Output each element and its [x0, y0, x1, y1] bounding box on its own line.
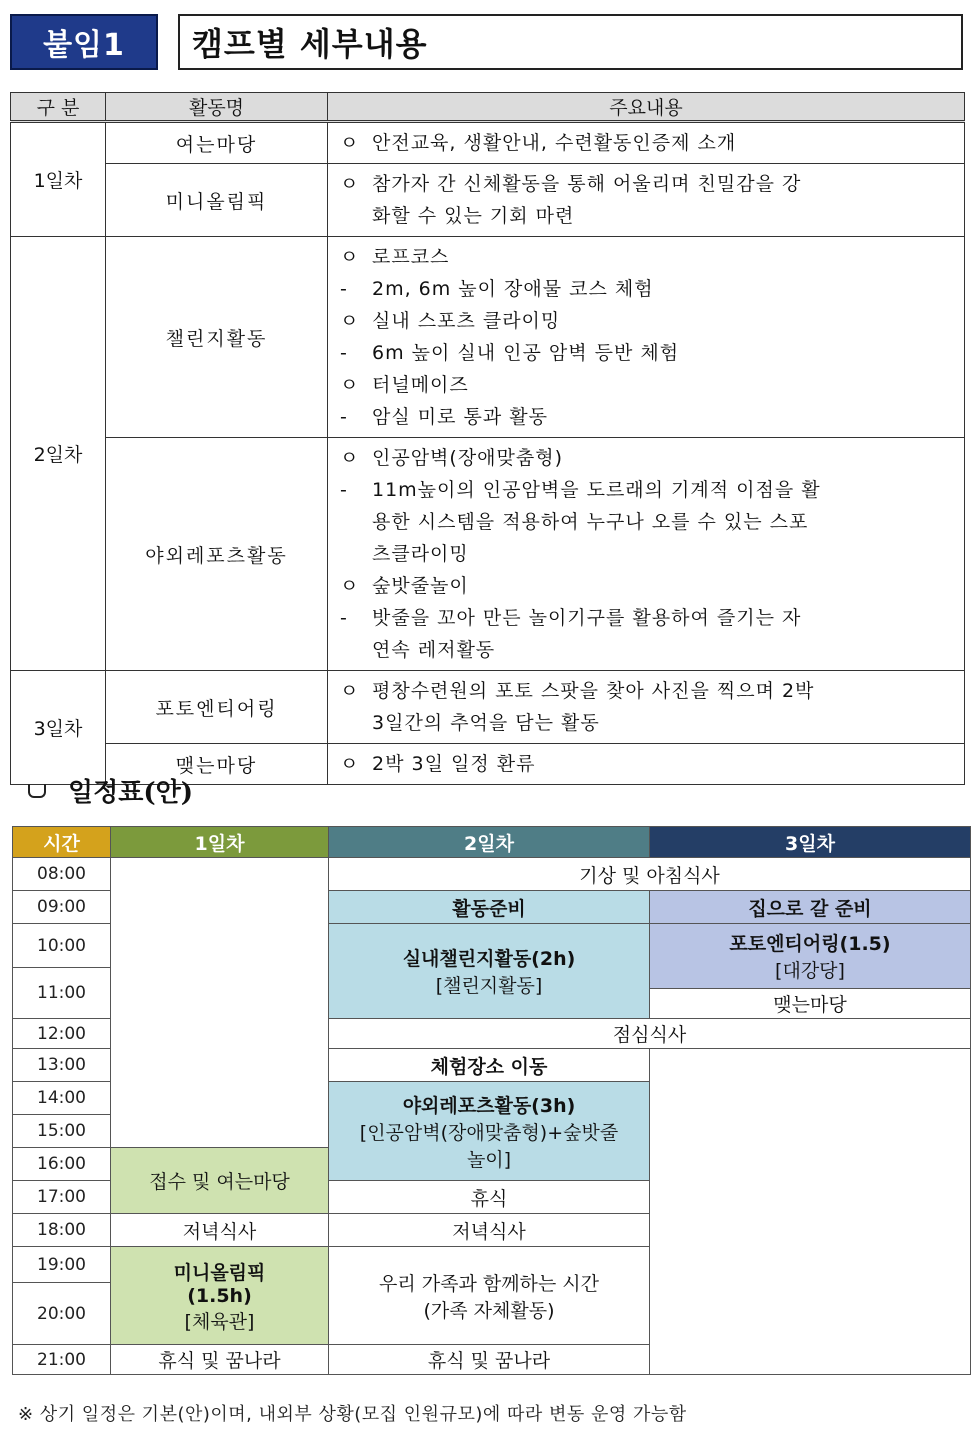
- time-cell: 21:00: [13, 1345, 111, 1375]
- detail-row: [11, 122, 965, 164]
- content-line: [336, 634, 956, 666]
- olympic-title: 미니올림픽: [173, 1261, 266, 1284]
- content-cell: [328, 744, 965, 785]
- family-line2: (가족 자체활동): [423, 1299, 555, 1322]
- content-line: [336, 241, 956, 273]
- time-cell: 19:00: [13, 1247, 111, 1283]
- schedule-title: [28, 772, 193, 809]
- content-text: 3일간의 추억을 담는 활동: [372, 712, 600, 734]
- content-text: 11m높이의 인공암벽을 도르래의 기계적 이점을 활: [372, 479, 821, 501]
- content-line: [336, 200, 956, 232]
- detail-row: [11, 438, 965, 671]
- detail-row: [11, 671, 965, 744]
- bullet-marker: ㅇ: [340, 310, 359, 332]
- content-line: [336, 538, 956, 570]
- activity-cell: 포토엔티어링: [106, 671, 328, 744]
- wakeup-cell: 기상 및 아침식사: [329, 858, 971, 891]
- day-cell: 3일차: [11, 671, 106, 785]
- bullet-marker: -: [340, 278, 347, 300]
- time-cell: 20:00: [13, 1283, 111, 1345]
- content-cell: [328, 438, 965, 671]
- content-text: 인공암벽(장애맞춤형): [372, 447, 564, 469]
- bullet-marker: -: [340, 406, 347, 428]
- bullet-marker: -: [340, 342, 347, 364]
- page-title: 캠프별 세부내용: [178, 14, 963, 70]
- content-text: 안전교육, 생활안내, 수련활동인증제 소개: [372, 132, 737, 154]
- content-line: [336, 168, 956, 200]
- time-cell: 12:00: [13, 1019, 111, 1049]
- time-cell: 09:00: [13, 891, 111, 924]
- bullet-marker: [336, 506, 372, 538]
- time-cell: 16:00: [13, 1148, 111, 1181]
- closing-cell: 맺는마당: [650, 989, 971, 1019]
- bullet-marker: [336, 200, 372, 232]
- mini-olympic-cell: [111, 1247, 329, 1345]
- content-line: [336, 442, 956, 474]
- sleep-day2-cell: 휴식 및 꿈나라: [329, 1345, 650, 1375]
- day-cell: 1일차: [11, 122, 106, 237]
- content-cell: [328, 671, 965, 744]
- indoor-challenge-cell: [329, 924, 650, 1019]
- content-line: [336, 369, 956, 401]
- time-cell: 10:00: [13, 924, 111, 968]
- content-text: 용한 시스템을 적용하여 누구나 오를 수 있는 스포: [372, 511, 809, 533]
- dinner-day2-cell: 저녁식사: [329, 1214, 650, 1247]
- content-text: 평창수련원의 포토 스팟을 찾아 사진을 찍으며 2박: [372, 680, 815, 702]
- content-line: [336, 602, 956, 634]
- content-line: [336, 474, 956, 506]
- bullet-marker: ㅇ: [340, 575, 359, 597]
- sleep-day1-cell: 휴식 및 꿈나라: [111, 1345, 329, 1375]
- bullet-marker: ㅇ: [340, 246, 359, 268]
- indoor-place: [챌린지활동]: [435, 975, 543, 997]
- content-line: [336, 570, 956, 602]
- go-home-prep-cell: 집으로 갈 준비: [650, 891, 971, 924]
- sched-col-day2: 2일차: [329, 827, 650, 858]
- bullet-marker: [336, 634, 372, 666]
- detail-row: [11, 237, 965, 438]
- bullet-marker: ㅇ: [340, 173, 359, 195]
- content-text: 6m 높이 실내 인공 암벽 등반 체험: [372, 342, 680, 364]
- move-cell: 체험장소 이동: [329, 1049, 650, 1082]
- time-cell: 15:00: [13, 1115, 111, 1148]
- content-text: 2박 3일 일정 환류: [372, 753, 536, 775]
- photo-orienteering-cell: [650, 924, 971, 989]
- bullet-marker: [336, 707, 372, 739]
- schedule-row: [13, 858, 971, 891]
- schedule-table: [12, 826, 971, 1375]
- content-line: [336, 273, 956, 305]
- bullet-marker: ㅇ: [340, 753, 359, 775]
- photo-title: 포토엔티어링(1.5): [729, 933, 891, 955]
- content-line: [336, 506, 956, 538]
- col-content: 주요내용: [328, 93, 965, 122]
- schedule-title-text: 일정표(안): [68, 778, 194, 808]
- rest-cell: 휴식: [329, 1181, 650, 1214]
- indoor-title: 실내챌린지활동(2h): [402, 948, 576, 970]
- content-text: 숲밧줄놀이: [372, 575, 469, 597]
- family-time-cell: [329, 1247, 650, 1345]
- outdoor-sub2: 놀이]: [466, 1148, 512, 1171]
- content-line: [336, 707, 956, 739]
- bullet-marker: -: [340, 479, 347, 501]
- content-text: 로프코스: [372, 246, 450, 268]
- lunch-cell: 점심식사: [329, 1019, 971, 1049]
- activity-cell: 여는마당: [106, 122, 328, 164]
- detail-header-row: [11, 93, 965, 122]
- bullet-marker: ㅇ: [340, 374, 359, 396]
- content-line: [336, 305, 956, 337]
- content-line: [336, 127, 956, 159]
- content-text: 밧줄을 꼬아 만든 놀이기구를 활용하여 즐기는 자: [372, 607, 802, 629]
- content-line: [336, 337, 956, 369]
- content-cell: [328, 237, 965, 438]
- family-line1: 우리 가족과 함께하는 시간: [378, 1272, 599, 1295]
- footnote: ※ 상기 일정은 기본(안)이며, 내외부 상황(모집 인원규모)에 따라 변동 운영 가능함: [18, 1404, 687, 1425]
- olympic-place: [체육관]: [184, 1310, 255, 1333]
- schedule-header-row: [13, 827, 971, 858]
- content-text: 츠클라이밍: [372, 543, 469, 565]
- sched-col-day3: 3일차: [650, 827, 971, 858]
- col-activity: 활동명: [106, 93, 328, 122]
- dinner-day1-cell: 저녁식사: [111, 1214, 329, 1247]
- photo-place: [대강당]: [775, 960, 845, 982]
- cup-bullet-icon: [28, 784, 46, 798]
- detail-table: [10, 92, 965, 785]
- time-cell: 14:00: [13, 1082, 111, 1115]
- sched-col-time: 시간: [13, 827, 111, 858]
- bullet-marker: [336, 538, 372, 570]
- col-category: 구 분: [11, 93, 106, 122]
- bullet-marker: ㅇ: [340, 132, 359, 154]
- day1-empty-cell: [111, 858, 329, 1148]
- content-text: 실내 스포츠 클라이밍: [372, 310, 561, 332]
- prep-cell: 활동준비: [329, 891, 650, 924]
- time-cell: 18:00: [13, 1214, 111, 1247]
- content-line: [336, 401, 956, 433]
- bullet-marker: ㅇ: [340, 447, 359, 469]
- bullet-marker: -: [340, 607, 347, 629]
- day3-empty-cell: [650, 1049, 971, 1375]
- attachment-badge: 붙임1: [10, 14, 158, 70]
- bullet-marker: ㅇ: [340, 680, 359, 702]
- outdoor-leisure-cell: [329, 1082, 650, 1181]
- detail-row: [11, 164, 965, 237]
- content-text: 암실 미로 통과 활동: [372, 406, 548, 428]
- time-cell: 13:00: [13, 1049, 111, 1082]
- outdoor-title: 야외레포츠활동(3h): [402, 1094, 576, 1117]
- time-cell: 17:00: [13, 1181, 111, 1214]
- content-text: 참가자 간 신체활동을 통해 어울리며 친밀감을 강: [372, 173, 802, 195]
- content-cell: [328, 164, 965, 237]
- content-text: 연속 레저활동: [372, 639, 496, 661]
- activity-cell: 챌린지활동: [106, 237, 328, 438]
- content-text: 2m, 6m 높이 장애물 코스 체험: [372, 278, 654, 300]
- checkin-cell: 접수 및 여는마당: [111, 1148, 329, 1214]
- content-text: 화할 수 있는 기회 마련: [372, 205, 575, 227]
- content-line: [336, 748, 956, 780]
- sched-col-day1: 1일차: [111, 827, 329, 858]
- day-cell: 2일차: [11, 237, 106, 671]
- content-text: 터널메이즈: [372, 374, 469, 396]
- outdoor-sub1: [인공암벽(장애맞춤형)+숲밧줄: [359, 1121, 619, 1144]
- content-line: [336, 675, 956, 707]
- olympic-duration: (1.5h): [187, 1284, 252, 1307]
- activity-cell: 미니올림픽: [106, 164, 328, 237]
- activity-cell: 맺는마당: [106, 744, 328, 785]
- content-cell: [328, 122, 965, 164]
- time-cell: 11:00: [13, 968, 111, 1019]
- time-cell: 08:00: [13, 858, 111, 891]
- activity-cell: 야외레포츠활동: [106, 438, 328, 671]
